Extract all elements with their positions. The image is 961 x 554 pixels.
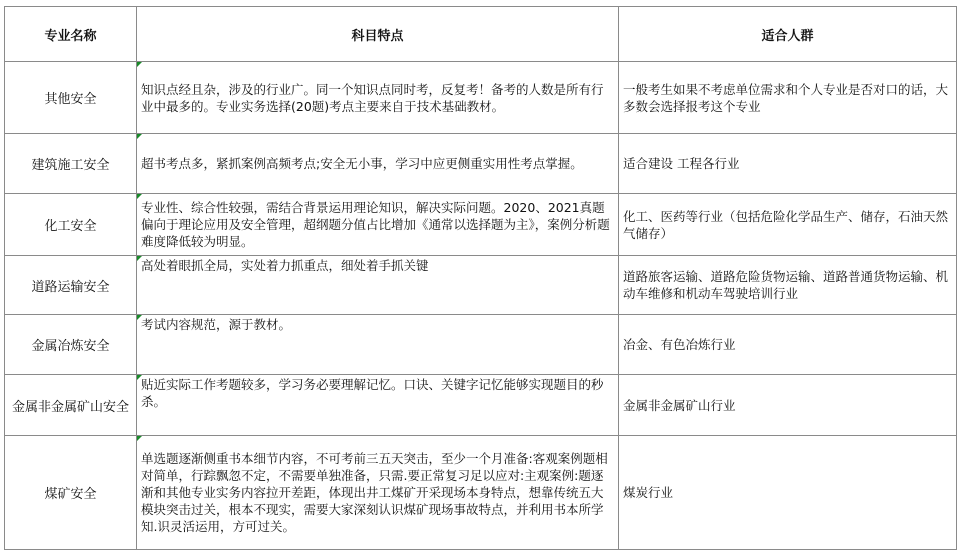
features-cell (137, 62, 619, 134)
table-row (5, 134, 957, 194)
table-row (5, 62, 957, 134)
audience-cell (619, 315, 957, 375)
table-row (5, 315, 957, 375)
audience-text: 一般考生如果不考虑单位需求和个人专业是否对口的话，大多数会选择报考这个专业 (623, 81, 949, 114)
audience-text: 化工、医药等行业（包括危险化学品生产、储存，石油天然气储存） (623, 208, 949, 241)
features-cell (137, 375, 619, 436)
features-text: 专业性、综合性较强，需结合背景运用理论知识，解决实际问题。2020、2021真题偏向于理论应用及安全管理，超纲题分值占比增加《通常以选择题为主》，案例分析题难度降低较为明显。 (141, 200, 610, 249)
features-text: 贴近实际工作考题较多，学习务必要理解记忆。口诀、关键字记忆能够实现题目的秒杀。 (141, 377, 604, 409)
comment-marker-icon (137, 62, 142, 67)
features-text: 知识点经且杂，涉及的行业广。同一个知识点同时考，反复考！备考的人数是所有行业中最多的。专业实务选择(20题)考点主要来自于技术基础教材。 (141, 81, 604, 114)
major-name-cell: 煤矿安全 (5, 436, 137, 550)
features-cell (137, 436, 619, 550)
subject-comparison-table (4, 6, 957, 550)
audience-cell (619, 256, 957, 315)
audience-text: 冶金、有色冶炼行业 (623, 337, 736, 352)
audience-text: 金属非金属矿山行业 (623, 397, 736, 413)
comment-marker-icon (137, 436, 142, 441)
table-row (5, 256, 957, 315)
table-row (5, 436, 957, 550)
audience-text: 道路旅客运输、道路危险货物运输、道路普通货物运输、机动车维修和机动车驾驶培训行业 (623, 269, 949, 301)
header-subject-features: 科目特点 (137, 7, 619, 62)
audience-cell (619, 436, 957, 550)
table-row (5, 194, 957, 256)
subject-table-container (4, 6, 956, 550)
major-name-cell: 化工安全 (5, 194, 137, 256)
header-row (5, 7, 957, 62)
audience-text: 适合建设 工程各行业 (623, 156, 740, 171)
header-major-name: 专业名称 (5, 7, 137, 62)
audience-cell (619, 134, 957, 194)
features-cell (137, 256, 619, 315)
features-text: 单选题逐渐侧重书本细节内容，不可考前三五天突击，至少一个月准备:客观案例题相对简单，行踪飘忽不定，不需要单独准备，只需.要正常复习足以应对:主观案例:题逐渐和其他专业实务内容拉开差距，体现出井工煤矿开采现场本身特点，想靠传统五大模块突击过关，根本不现实，需要大家深刻认识煤矿现场事故特点，并利用书本所学知.识灵活运用，方可过关。 (141, 451, 608, 534)
features-text: 高处着眼抓全局，实处着力抓重点，细处着手抓关键 (141, 258, 429, 273)
major-name-cell: 金属非金属矿山安全 (5, 375, 137, 436)
audience-cell (619, 194, 957, 256)
major-name-cell: 金属冶炼安全 (5, 315, 137, 375)
audience-text: 煤炭行业 (623, 485, 674, 500)
features-text: 考试内容规范，源于教材。 (141, 317, 292, 332)
table-row (5, 375, 957, 436)
major-name-cell: 道路运输安全 (5, 256, 137, 315)
major-name-cell: 建筑施工安全 (5, 134, 137, 194)
features-cell (137, 134, 619, 194)
audience-cell (619, 375, 957, 436)
features-cell (137, 194, 619, 256)
audience-cell (619, 62, 957, 134)
header-suitable-audience: 适合人群 (619, 7, 957, 62)
comment-marker-icon (137, 134, 142, 139)
features-text: 超书考点多，紧抓案例高频考点;安全无小事，学习中应更侧重实用性考点掌握。 (141, 156, 583, 171)
features-cell (137, 315, 619, 375)
major-name-cell: 其他安全 (5, 62, 137, 134)
